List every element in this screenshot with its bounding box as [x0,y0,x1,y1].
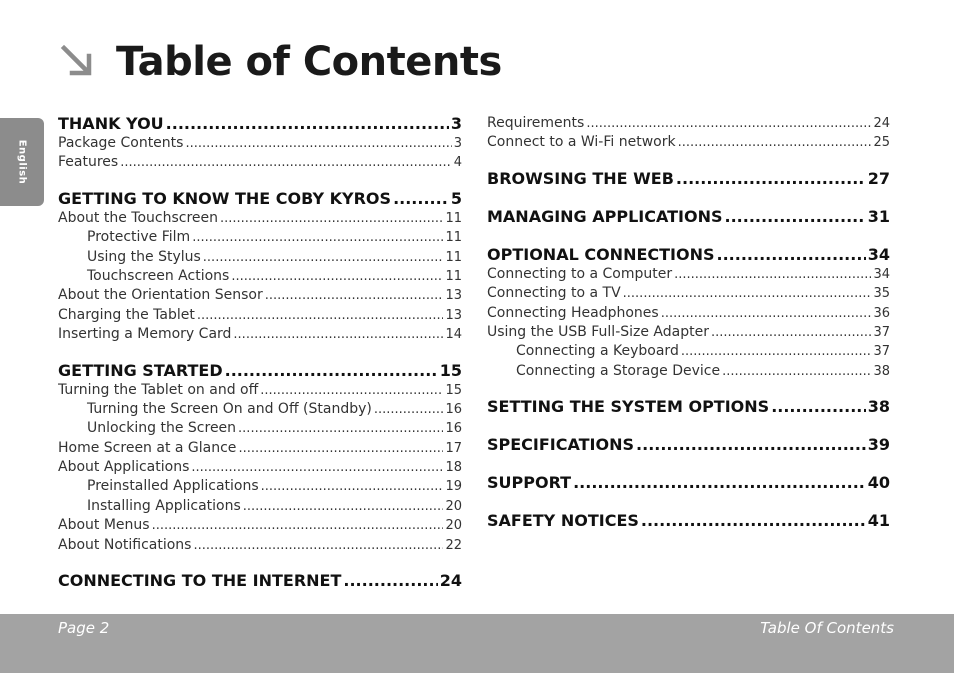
page-title: Table of Contents [116,39,502,85]
toc-entry[interactable] [58,134,462,153]
toc-page-number: 24 [873,116,890,131]
toc-entry-title: SPECIFICATIONS [487,435,635,455]
toc-section-heading[interactable] [487,511,890,531]
toc-entry-title: MANAGING APPLICATIONS [487,206,723,226]
toc-entry-title: Touchscreen Actions [87,267,230,284]
toc-entry-title: About Notifications [58,536,192,553]
toc-page-number: 16 [445,421,462,437]
toc-page-number: 37 [873,344,890,360]
toc-section-heading[interactable] [58,361,462,381]
dot-leader [203,248,444,267]
dot-leader [265,286,444,305]
toc-entry-title: OPTIONAL CONNECTIONS [487,244,715,264]
dot-leader [623,284,872,303]
toc-entry-title: SUPPORT [487,473,572,493]
toc-left-column [58,114,462,591]
toc-entry-title: Turning the Screen On and Off (Standby) [87,400,372,417]
dot-leader [238,419,443,438]
language-tab-label: English [16,139,28,185]
dot-leader [261,477,444,496]
toc-page-number: 3 [450,114,462,133]
dot-leader [676,169,866,189]
arrow-down-right-icon [58,42,98,82]
dot-leader [193,536,443,555]
dot-leader [166,114,449,134]
toc-entry-title: Connecting a Keyboard [516,343,679,360]
dot-leader [225,361,438,381]
toc-page-number: 24 [439,571,462,591]
toc-section-heading[interactable] [487,473,890,493]
dot-leader [238,439,443,458]
toc-entry-title: About the Touchscreen [58,209,218,226]
dot-leader [260,381,443,400]
toc-page-number: 27 [867,168,890,188]
dot-leader [120,153,452,172]
toc-page-number: 41 [867,511,890,531]
toc-page-number: 19 [445,479,462,495]
toc-right-column [487,114,890,531]
toc-entry-title: Connecting a Storage Device [516,362,721,379]
toc-section-heading[interactable] [487,397,890,417]
toc-entry[interactable] [58,286,462,305]
toc-entry[interactable] [58,458,462,477]
toc-section-heading[interactable] [58,114,462,134]
dot-leader [711,323,871,342]
toc-page-number: 3 [453,136,462,151]
toc-page-number: 11 [445,249,462,265]
toc-entry[interactable] [58,439,462,458]
toc-page-number: 13 [445,307,462,323]
dot-leader [192,228,443,247]
dot-leader [220,209,443,228]
dot-leader [681,342,872,361]
dot-leader [674,265,871,284]
toc-entry-title: About Menus [58,517,150,534]
toc-page-number: 25 [873,135,890,151]
dot-leader [573,473,866,493]
toc-entry[interactable] [58,381,462,400]
toc-page-number: 15 [439,360,462,380]
dot-leader [678,133,872,152]
dot-leader [717,245,866,265]
toc-page-number: 20 [445,498,462,514]
toc-entry-title: THANK YOU [58,114,164,133]
toc-entry-title: Preinstalled Applications [87,478,259,495]
toc-entry[interactable] [487,265,890,284]
toc-entry-title: Using the Stylus [87,248,201,265]
toc-entry-title: Connecting to a TV [487,285,621,302]
toc-entry-title: Connecting Headphones [487,304,659,321]
toc-entry-title: Inserting a Memory Card [58,326,232,343]
toc-section-heading[interactable] [487,435,890,455]
toc-section-heading[interactable] [487,207,890,227]
toc-entry[interactable] [487,362,890,381]
toc-entry[interactable] [58,536,462,555]
toc-entry[interactable] [58,419,462,438]
toc-entry-title: Protective Film [87,229,191,246]
toc-entry-title: Features [58,154,119,171]
dot-leader [586,114,871,133]
toc-entry-title: Charging the Tablet [58,306,195,323]
toc-entry-title: About the Orientation Sensor [58,287,263,304]
toc-page-number: 22 [445,537,462,553]
toc-entry-title: GETTING STARTED [58,360,223,380]
toc-entry[interactable] [58,248,462,267]
toc-page-number: 11 [445,210,462,226]
toc-entry-title: Unlocking the Screen [87,420,237,437]
toc-entry-title: Using the USB Full-Size Adapter [487,323,709,340]
toc-entry[interactable] [487,284,890,303]
toc-entry-title: SETTING THE SYSTEM OPTIONS [487,397,770,417]
toc-entry-title: CONNECTING TO THE INTERNET [58,571,342,591]
toc-page-number: 15 [445,382,462,398]
dot-leader [197,306,444,325]
toc-page-number: 37 [873,324,890,340]
toc-entry-title: Connect to a Wi-Fi network [487,134,676,151]
dot-leader [771,397,866,417]
toc-entry[interactable] [58,267,462,286]
dot-leader [152,516,444,535]
toc-entry-title: Installing Applications [87,497,241,514]
toc-entry[interactable] [58,497,462,516]
dot-leader [722,362,871,381]
toc-entry-title: BROWSING THE WEB [487,168,674,188]
dot-leader [393,189,449,209]
dot-leader [233,325,443,344]
toc-entry[interactable] [58,228,462,247]
toc-entry[interactable] [58,325,462,344]
toc-section-heading[interactable] [58,189,462,209]
toc-page-number: 34 [867,244,890,264]
toc-page-number: 34 [873,266,890,282]
toc-entry-title: Turning the Tablet on and off [58,381,259,398]
toc-entry[interactable] [58,516,462,535]
toc-entry-title: About Applications [58,459,190,476]
dot-leader [636,435,866,455]
toc-section-heading[interactable] [487,169,890,189]
dot-leader [191,458,443,477]
language-tab [0,118,44,206]
toc-page-number: 35 [873,286,890,302]
toc-page-number: 39 [867,435,890,455]
page-header [58,39,502,85]
toc-page-number: 38 [873,363,890,379]
section-name: Table Of Contents [760,619,894,637]
toc-entry-title: Package Contents [58,135,184,151]
toc-section-heading[interactable] [58,571,462,591]
dot-leader [725,207,866,227]
toc-page-number: 18 [445,460,462,476]
toc-entry[interactable] [58,477,462,496]
toc-page-number: 31 [867,206,890,226]
dot-leader [185,134,451,153]
toc-entry-title: Home Screen at a Glance [58,439,237,456]
page-footer [0,614,954,673]
toc-page-number: 40 [867,473,890,493]
toc-page-number: 5 [450,188,462,208]
toc-entry[interactable] [58,153,462,172]
dot-leader [661,304,872,323]
toc-page-number: 17 [445,440,462,456]
toc-entry[interactable] [487,342,890,361]
toc-page-number: 14 [445,327,462,343]
toc-section-heading[interactable] [487,245,890,265]
dot-leader [231,267,443,286]
toc-entry[interactable] [487,304,890,323]
toc-page-number: 38 [867,397,890,417]
toc-entry-title: GETTING TO KNOW THE COBY KYROS [58,188,392,208]
toc-entry[interactable] [58,209,462,228]
toc-page-number: 16 [445,401,462,417]
toc-entry[interactable] [487,114,890,133]
toc-page-number: 11 [445,230,462,246]
toc-entry[interactable] [58,306,462,325]
dot-leader [374,400,444,419]
toc-page-number: 4 [453,155,462,171]
page-number: Page 2 [58,619,110,637]
dot-leader [243,497,444,516]
toc-page-number: 11 [445,268,462,284]
toc-entry[interactable] [487,323,890,342]
dot-leader [641,511,866,531]
toc-entry-title: Requirements [487,115,585,131]
toc-page-number: 36 [873,305,890,321]
toc-page-number: 13 [445,288,462,304]
toc-entry[interactable] [487,133,890,152]
toc-entry-title: SAFETY NOTICES [487,511,639,531]
toc-page-number: 20 [445,518,462,534]
toc-entry[interactable] [58,400,462,419]
dot-leader [343,571,437,591]
toc-entry-title: Connecting to a Computer [487,265,673,282]
